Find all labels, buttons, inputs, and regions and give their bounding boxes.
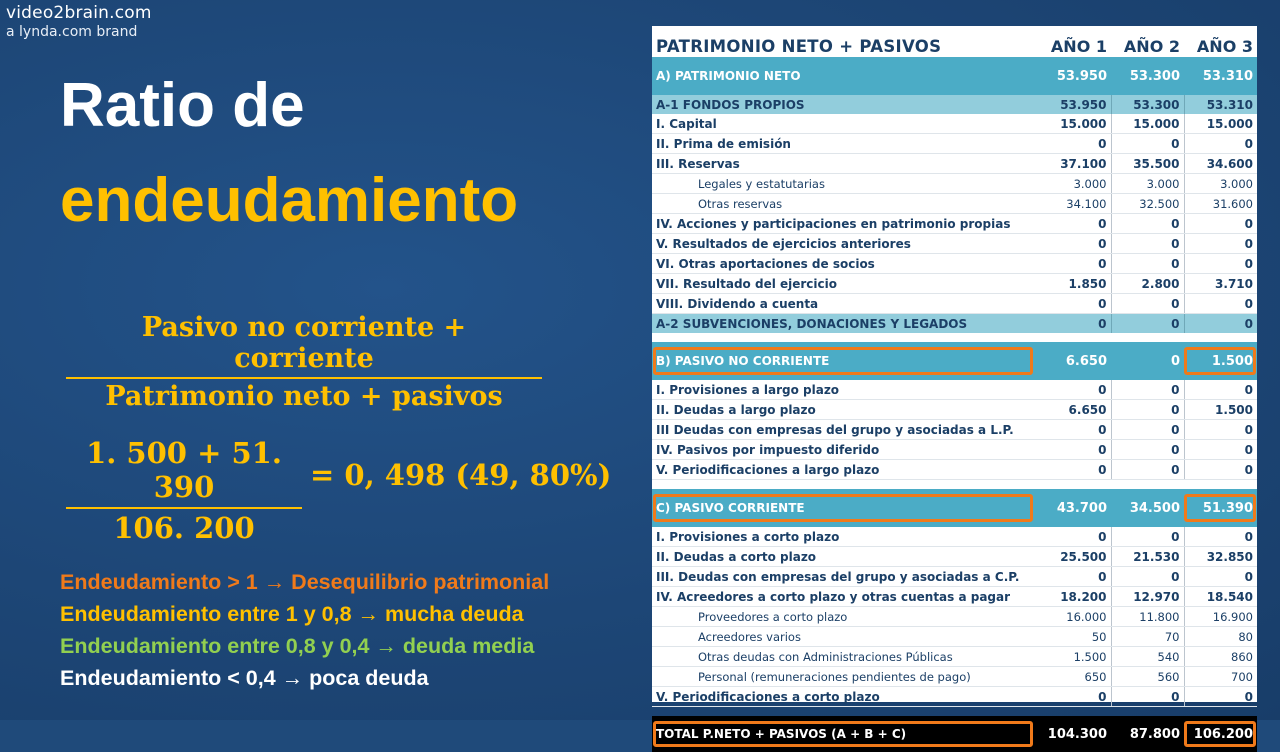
column-header-year1: AÑO 1 — [1050, 37, 1107, 56]
row-label: TOTAL P.NETO + PASIVOS (A + B + C) — [652, 716, 1038, 752]
table-row — [652, 587, 1257, 607]
year3-value: 3.000 — [1184, 174, 1257, 194]
brand-name: video2brain.com — [6, 3, 152, 23]
table-row — [652, 234, 1257, 254]
year2-value: 540 — [1111, 647, 1184, 667]
year2-value: 0 — [1111, 254, 1184, 274]
year3-value: 0 — [1184, 134, 1257, 154]
row-label: VI. Otras aportaciones de socios — [652, 254, 1038, 274]
row-spacer — [652, 333, 1257, 342]
year3-value: 80 — [1184, 627, 1257, 647]
brand-logo — [6, 5, 152, 39]
interpretation-rules — [60, 566, 549, 694]
year1-value: 16.000 — [1038, 607, 1111, 627]
year1-value: 6.650 — [1038, 400, 1111, 420]
calc-denominator: 106. 200 — [113, 511, 255, 545]
slide-title-line2: endeudamiento — [60, 166, 519, 235]
table-row — [652, 214, 1257, 234]
year3-value: 53.310 — [1184, 95, 1257, 114]
year2-value: 21.530 — [1111, 547, 1184, 567]
row-label: V. Periodificaciones a largo plazo — [652, 460, 1038, 480]
year3-value: 0 — [1184, 440, 1257, 460]
year3-value: 106.200 — [1184, 716, 1257, 752]
rule-line: Endeudamiento > 1 → Desequilibrio patrimonial — [60, 570, 550, 594]
row-label: VII. Resultado del ejercicio — [652, 274, 1038, 294]
detail-row — [652, 607, 1257, 627]
year3-value: 0 — [1184, 314, 1257, 334]
calc-result: = 0, 498 (49, 80%) — [310, 458, 612, 492]
row-label: A) PATRIMONIO NETO — [652, 57, 1038, 95]
slide-title-line1: Ratio de — [60, 71, 305, 140]
table-title: PATRIMONIO NETO + PASIVOS — [656, 37, 942, 56]
detail-row — [652, 174, 1257, 194]
row-label: V. Periodificaciones a corto plazo — [652, 687, 1038, 707]
row-label: Otras reservas — [652, 194, 1038, 214]
year2-value: 70 — [1111, 627, 1184, 647]
year2-value: 87.800 — [1111, 716, 1184, 752]
detail-row — [652, 667, 1257, 687]
row-label: I. Provisiones a largo plazo — [652, 380, 1038, 400]
row-label: A-2 SUBVENCIONES, DONACIONES Y LEGADOS — [652, 314, 1038, 334]
row-spacer — [652, 707, 1257, 717]
year1-value: 0 — [1038, 420, 1111, 440]
year2-value: 0 — [1111, 134, 1184, 154]
table-header — [652, 26, 1257, 57]
year2-value: 0 — [1111, 214, 1184, 234]
year3-value: 0 — [1184, 214, 1257, 234]
table-row — [652, 547, 1257, 567]
year3-value: 34.600 — [1184, 154, 1257, 174]
year3-value: 0 — [1184, 527, 1257, 547]
year3-value: 15.000 — [1184, 114, 1257, 134]
year2-value: 53.300 — [1111, 57, 1184, 95]
year1-value: 1.850 — [1038, 274, 1111, 294]
balance-sheet-panel — [652, 26, 1257, 742]
year1-value: 0 — [1038, 460, 1111, 480]
year1-value: 6.650 — [1038, 342, 1111, 380]
subsection-row — [652, 314, 1257, 334]
year1-value: 37.100 — [1038, 154, 1111, 174]
row-label: II. Deudas a corto plazo — [652, 547, 1038, 567]
year3-value: 0 — [1184, 294, 1257, 314]
year2-value: 0 — [1111, 567, 1184, 587]
row-label: IV. Acciones y participaciones en patrimonio propias — [652, 214, 1038, 234]
year3-value: 53.310 — [1184, 57, 1257, 95]
year3-value: 32.850 — [1184, 547, 1257, 567]
year3-value: 0 — [1184, 380, 1257, 400]
detail-row — [652, 194, 1257, 214]
table-row — [652, 400, 1257, 420]
rule-line: Endeudamiento < 0,4 → poca deuda — [60, 666, 429, 690]
year1-value: 0 — [1038, 294, 1111, 314]
row-label: C) PASIVO CORRIENTE — [652, 489, 1038, 527]
year2-value: 0 — [1111, 314, 1184, 334]
year2-value: 35.500 — [1111, 154, 1184, 174]
row-label: Proveedores a corto plazo — [652, 607, 1038, 627]
section-row — [652, 489, 1257, 527]
table-row — [652, 567, 1257, 587]
row-label: VIII. Dividendo a cuenta — [652, 294, 1038, 314]
column-header-year3: AÑO 3 — [1196, 37, 1253, 56]
ratio-calculation — [66, 436, 302, 545]
table-row — [652, 687, 1257, 707]
row-label: Personal (remuneraciones pendientes de pago) — [652, 667, 1038, 687]
table-row — [652, 114, 1257, 134]
year1-value: 0 — [1038, 134, 1111, 154]
year1-value: 0 — [1038, 440, 1111, 460]
formula-numerator: Pasivo no corriente + corriente — [141, 312, 467, 374]
year1-value: 0 — [1038, 527, 1111, 547]
year2-value: 560 — [1111, 667, 1184, 687]
year3-value: 860 — [1184, 647, 1257, 667]
year1-value: 0 — [1038, 380, 1111, 400]
year2-value: 2.800 — [1111, 274, 1184, 294]
detail-row — [652, 647, 1257, 667]
year1-value: 0 — [1038, 314, 1111, 334]
year2-value: 0 — [1111, 420, 1184, 440]
ratio-formula — [66, 312, 542, 412]
year1-value: 53.950 — [1038, 57, 1111, 95]
section-row — [652, 342, 1257, 380]
year2-value: 32.500 — [1111, 194, 1184, 214]
row-spacer — [652, 480, 1257, 490]
row-label: B) PASIVO NO CORRIENTE — [652, 342, 1038, 380]
year1-value: 0 — [1038, 567, 1111, 587]
year2-value: 0 — [1111, 234, 1184, 254]
year1-value: 0 — [1038, 234, 1111, 254]
table-row — [652, 380, 1257, 400]
table-row — [652, 440, 1257, 460]
calc-numerator: 1. 500 + 51. 390 — [86, 436, 282, 504]
year2-value: 0 — [1111, 294, 1184, 314]
year3-value: 51.390 — [1184, 489, 1257, 527]
year2-value: 3.000 — [1111, 174, 1184, 194]
year3-value: 1.500 — [1184, 342, 1257, 380]
year2-value: 11.800 — [1111, 607, 1184, 627]
table-row — [652, 254, 1257, 274]
year3-value: 0 — [1184, 687, 1257, 707]
table-row — [652, 154, 1257, 174]
table-row — [652, 134, 1257, 154]
year1-value: 53.950 — [1038, 95, 1111, 114]
table-row — [652, 294, 1257, 314]
row-label: IV. Acreedores a corto plazo y otras cuentas a pagar — [652, 587, 1038, 607]
section-row — [652, 57, 1257, 95]
row-label: A-1 FONDOS PROPIOS — [652, 95, 1038, 114]
table-row — [652, 420, 1257, 440]
year3-value: 1.500 — [1184, 400, 1257, 420]
year2-value: 15.000 — [1111, 114, 1184, 134]
balance-sheet-table — [652, 26, 1257, 752]
year1-value: 34.100 — [1038, 194, 1111, 214]
year1-value: 15.000 — [1038, 114, 1111, 134]
row-label: III. Reservas — [652, 154, 1038, 174]
year1-value: 0 — [1038, 254, 1111, 274]
row-label: IV. Pasivos por impuesto diferido — [652, 440, 1038, 460]
row-label: Otras deudas con Administraciones Públicas — [652, 647, 1038, 667]
table-row — [652, 527, 1257, 547]
year1-value: 0 — [1038, 687, 1111, 707]
year1-value: 43.700 — [1038, 489, 1111, 527]
year2-value: 53.300 — [1111, 95, 1184, 114]
row-label: Acreedores varios — [652, 627, 1038, 647]
rule-line: Endeudamiento entre 0,8 y 0,4 → deuda media — [60, 634, 535, 658]
row-label: III Deudas con empresas del grupo y asociadas a L.P. — [652, 420, 1038, 440]
year1-value: 1.500 — [1038, 647, 1111, 667]
table-row — [652, 274, 1257, 294]
column-header-year2: AÑO 2 — [1123, 37, 1180, 56]
row-label: I. Provisiones a corto plazo — [652, 527, 1038, 547]
year2-value: 0 — [1111, 460, 1184, 480]
year3-value: 16.900 — [1184, 607, 1257, 627]
year2-value: 12.970 — [1111, 587, 1184, 607]
year1-value: 0 — [1038, 214, 1111, 234]
year3-value: 31.600 — [1184, 194, 1257, 214]
row-label: II. Deudas a largo plazo — [652, 400, 1038, 420]
year2-value: 0 — [1111, 400, 1184, 420]
year3-value: 0 — [1184, 420, 1257, 440]
year1-value: 650 — [1038, 667, 1111, 687]
row-label: V. Resultados de ejercicios anteriores — [652, 234, 1038, 254]
year3-value: 3.710 — [1184, 274, 1257, 294]
rule-line: Endeudamiento entre 1 y 0,8 → mucha deuda — [60, 602, 524, 626]
year3-value: 0 — [1184, 254, 1257, 274]
year3-value: 700 — [1184, 667, 1257, 687]
row-label: III. Deudas con empresas del grupo y asociadas a C.P. — [652, 567, 1038, 587]
year1-value: 3.000 — [1038, 174, 1111, 194]
row-label: I. Capital — [652, 114, 1038, 134]
year1-value: 50 — [1038, 627, 1111, 647]
year3-value: 18.540 — [1184, 587, 1257, 607]
year3-value: 0 — [1184, 460, 1257, 480]
year2-value: 0 — [1111, 527, 1184, 547]
year3-value: 0 — [1184, 567, 1257, 587]
year2-value: 34.500 — [1111, 489, 1184, 527]
year1-value: 104.300 — [1038, 716, 1111, 752]
brand-tagline: a lynda.com brand — [6, 24, 138, 40]
row-label: Legales y estatutarias — [652, 174, 1038, 194]
row-label: II. Prima de emisión — [652, 134, 1038, 154]
year2-value: 0 — [1111, 440, 1184, 460]
year2-value: 0 — [1111, 342, 1184, 380]
detail-row — [652, 627, 1257, 647]
year2-value: 0 — [1111, 380, 1184, 400]
table-row — [652, 460, 1257, 480]
year1-value: 25.500 — [1038, 547, 1111, 567]
total-row — [652, 716, 1257, 752]
formula-denominator: Patrimonio neto + pasivos — [105, 381, 503, 412]
year2-value: 0 — [1111, 687, 1184, 707]
year3-value: 0 — [1184, 234, 1257, 254]
year1-value: 18.200 — [1038, 587, 1111, 607]
subsection-row — [652, 95, 1257, 114]
